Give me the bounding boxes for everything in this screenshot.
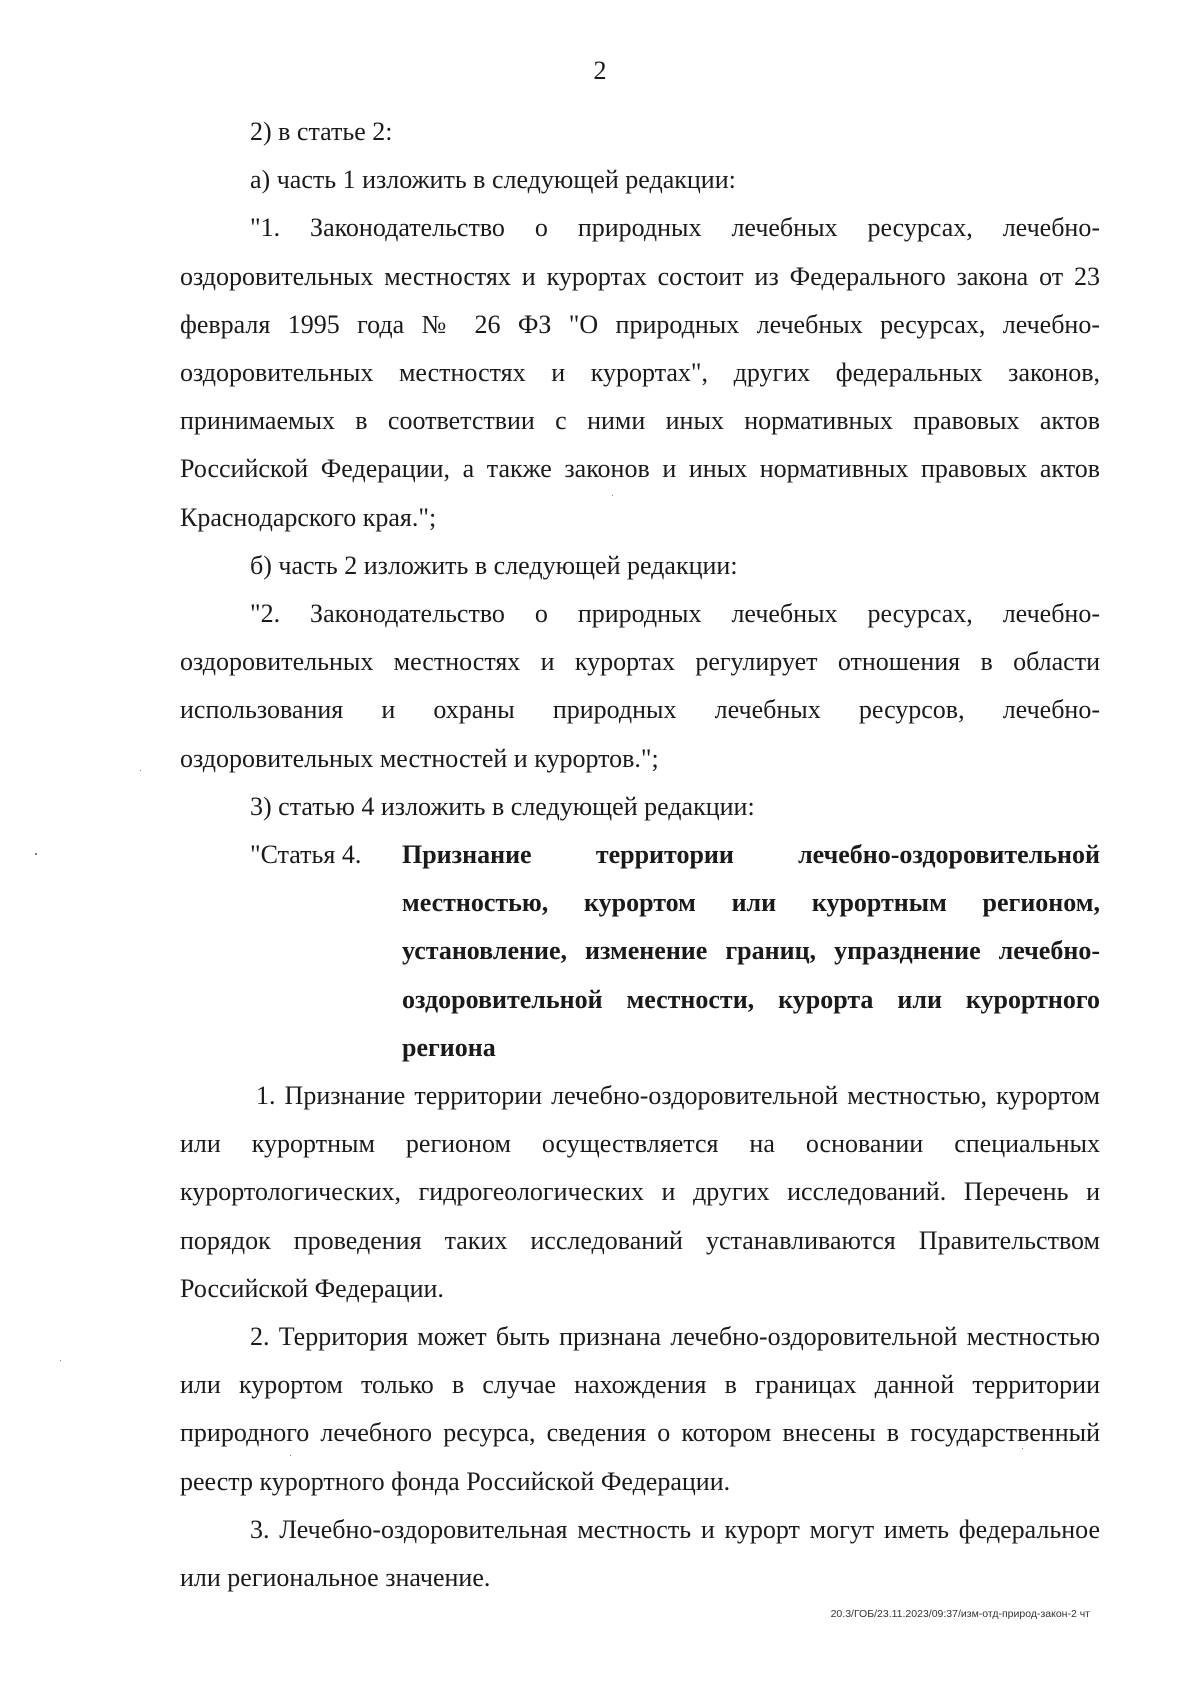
page-number: 2 (593, 56, 607, 85)
scan-speck (35, 853, 37, 855)
article-heading (180, 831, 1100, 1072)
article-label: "Статья 4. (250, 840, 362, 870)
article-title: Признание территории лечебно-оздоровительной местностью, курортом или курортным регионом, установление, изменение границ, упразднение лечебно-оздоровительной местности, курорта или курортного региона (402, 840, 1100, 1062)
item-article-4: 3) статью 4 изложить в следующей редакции: (250, 791, 755, 821)
subitem-b: б) часть 2 изложить в следующей редакции: (250, 550, 738, 580)
scan-speck (612, 495, 613, 496)
quoted-part-2: "2. Законодательство о природных лечебных ресурсах, лечебно-оздоровительных местностях и курортах регулирует отношения в области использования и охраны природных лечебных ресурсов, лечебно-оздоровительных местностей и курортов."; (180, 599, 1100, 773)
clause-1: 1. Признание территории лечебно-оздоровительной местностью, курортом или курортным регионом осуществляется на основании специальных курортологических, гидрогеологических и других исследований. Перечень и порядок проведения таких исследований устанавливаются Правительством Российской Федерации. (180, 1081, 1100, 1303)
clause-2: 2. Территория может быть признана лечебно-оздоровительной местностью или курортом только в случае нахождения в границах данной территории природного лечебного ресурса, сведения о котором внесены в государственный реестр курортного фонда Российской Федерации. (180, 1322, 1100, 1496)
scan-speck (140, 770, 141, 771)
document-code: 20.3/ГОБ/23.11.2023/09:37/изм-отд-природ-закон-2 чт (830, 1608, 1090, 1620)
subitem-a: а) часть 1 изложить в следующей редакции: (250, 165, 736, 195)
document-body (180, 108, 1100, 1602)
quoted-part-1: "1. Законодательство о природных лечебных ресурсах, лечебно-оздоровительных местностях и курортах состоит из Федерального закона от 23 февраля 1995 года № 26 ФЗ "О природных лечебных ресурсах, лечебно-оздоровительных местностях и курортах", других федеральных законов, принимаемых в соответствии с ними иных нормативных правовых актов Российской Федерации, а также законов и иных нормативных правовых актов Краснодарского края."; (180, 213, 1100, 532)
scan-speck (60, 1360, 61, 1361)
scan-speck (290, 1455, 291, 1456)
scan-speck (1022, 1448, 1023, 1449)
item-article-2: 2) в статье 2: (250, 117, 393, 146)
clause-3: 3. Лечебно-оздоровительная местность и курорт могут иметь федеральное или региональное значение. (180, 1514, 1100, 1593)
